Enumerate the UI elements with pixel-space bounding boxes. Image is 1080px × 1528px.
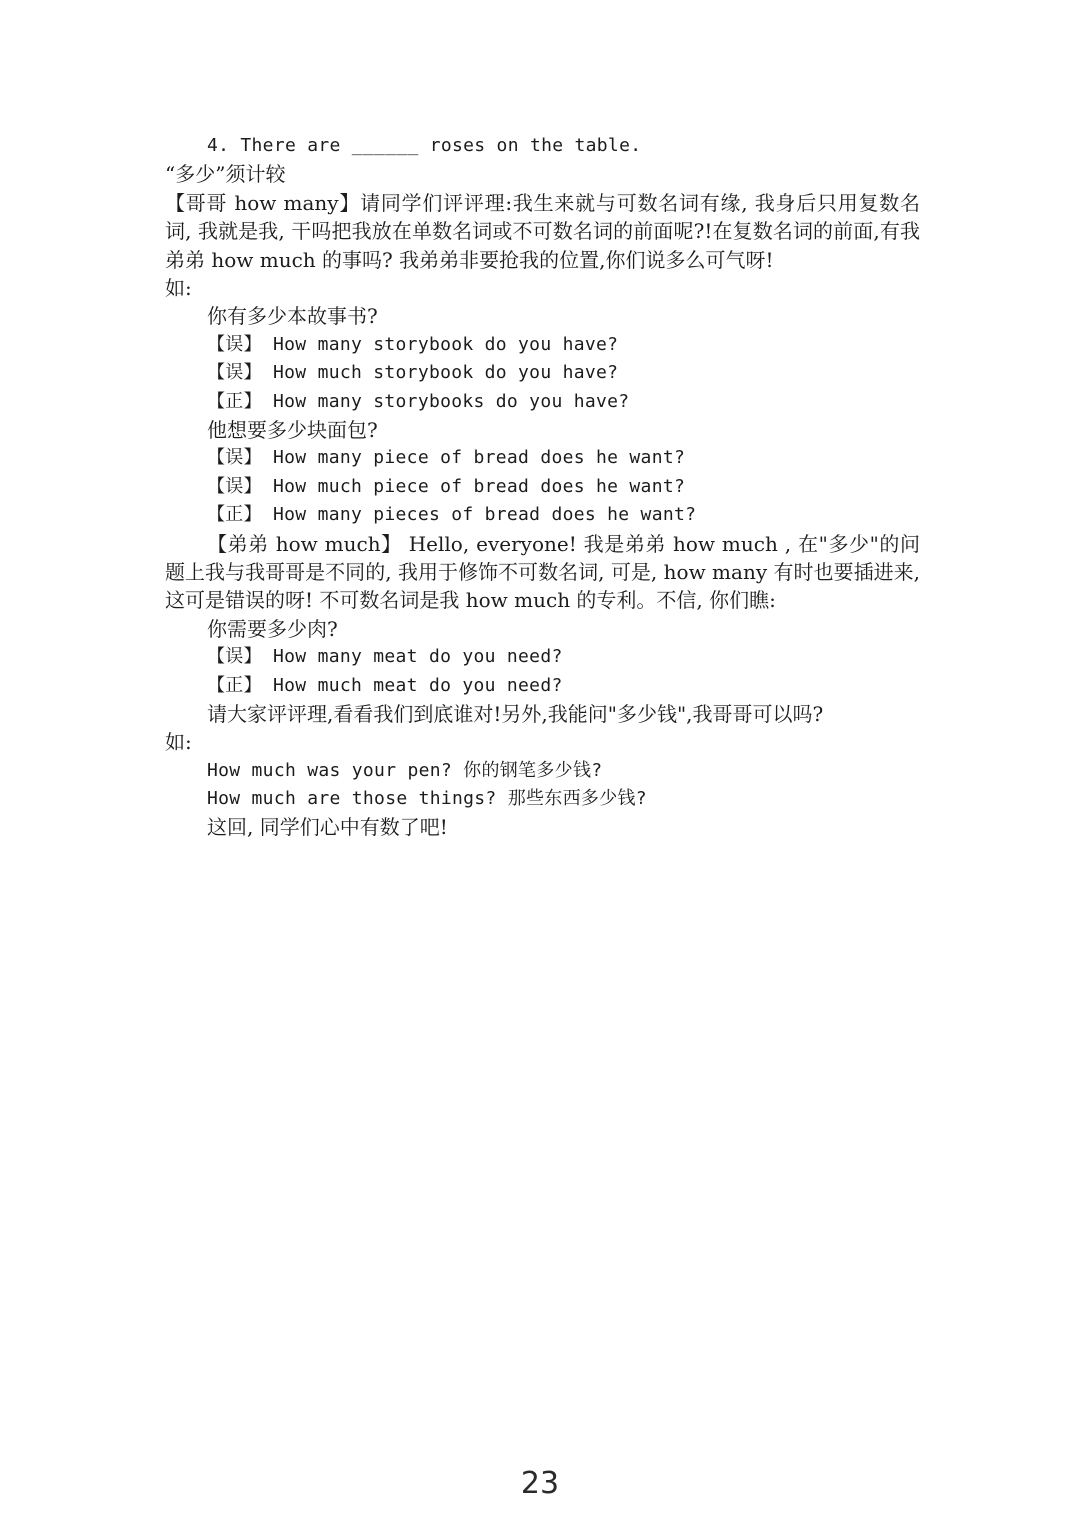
price-example-2: How much are those things? 那些东西多少钱? xyxy=(207,788,647,810)
example-1-line-3: 【正】 How many storybooks do you have? xyxy=(207,390,630,412)
example-3-line-1: 【误】 How many meat do you need? xyxy=(207,646,563,668)
example-2-line-2: 【误】 How much piece of bread does he want? xyxy=(207,475,686,497)
price-example-1: How much was your pen? 你的钢笔多少钱? xyxy=(207,759,603,781)
closing-sentence: 这回, 同学们心中有数了吧! xyxy=(207,815,448,840)
judge-paragraph: 请大家评评理,看看我们到底谁对!另外,我能问"多少钱",我哥哥可以吗? xyxy=(207,701,824,726)
document-body xyxy=(165,132,920,842)
example-intro-label: 如: xyxy=(165,276,192,300)
example-2-line-3: 【正】 How many pieces of bread does he want? xyxy=(207,504,697,526)
how-many-paragraph: 【哥哥 how many】请同学们评评理:我生来就与可数名词有缘, 我身后只用复数名词, 我就是我, 干吗把我放在单数名词或不可数名词的前面呢?!在复数名词的前面,有我弟弟 how much 的事吗? 我弟弟非要抢我的位置,你们说多么可气呀! xyxy=(165,190,920,272)
how-much-paragraph: 【弟弟 how much】 Hello, everyone! 我是弟弟 how much , 在"多少"的问题上我与我哥哥是不同的, 我用于修饰不可数名词, 可是, how many 有时也要插进来, 这可是错误的呀! 不可数名词是我 how much 的专利。不信, 你们瞧: xyxy=(165,531,920,613)
example-3-line-2: 【正】 How much meat do you need? xyxy=(207,674,563,696)
exercise-item-4: 4. There are ______ roses on the table. xyxy=(207,135,642,156)
example-3-prompt: 你需要多少肉? xyxy=(207,616,338,641)
section-title: “多少”须计较 xyxy=(165,162,286,187)
example-1-line-2: 【误】 How much storybook do you have? xyxy=(207,362,619,384)
example-1-line-1: 【误】 How many storybook do you have? xyxy=(207,333,619,355)
example-2-prompt: 他想要多少块面包? xyxy=(207,417,378,442)
example-intro-label-2: 如: xyxy=(165,730,192,755)
page-number: 23 xyxy=(520,1466,560,1501)
example-1-prompt: 你有多少本故事书? xyxy=(207,304,378,329)
example-2-line-1: 【误】 How many piece of bread does he want? xyxy=(207,447,686,469)
